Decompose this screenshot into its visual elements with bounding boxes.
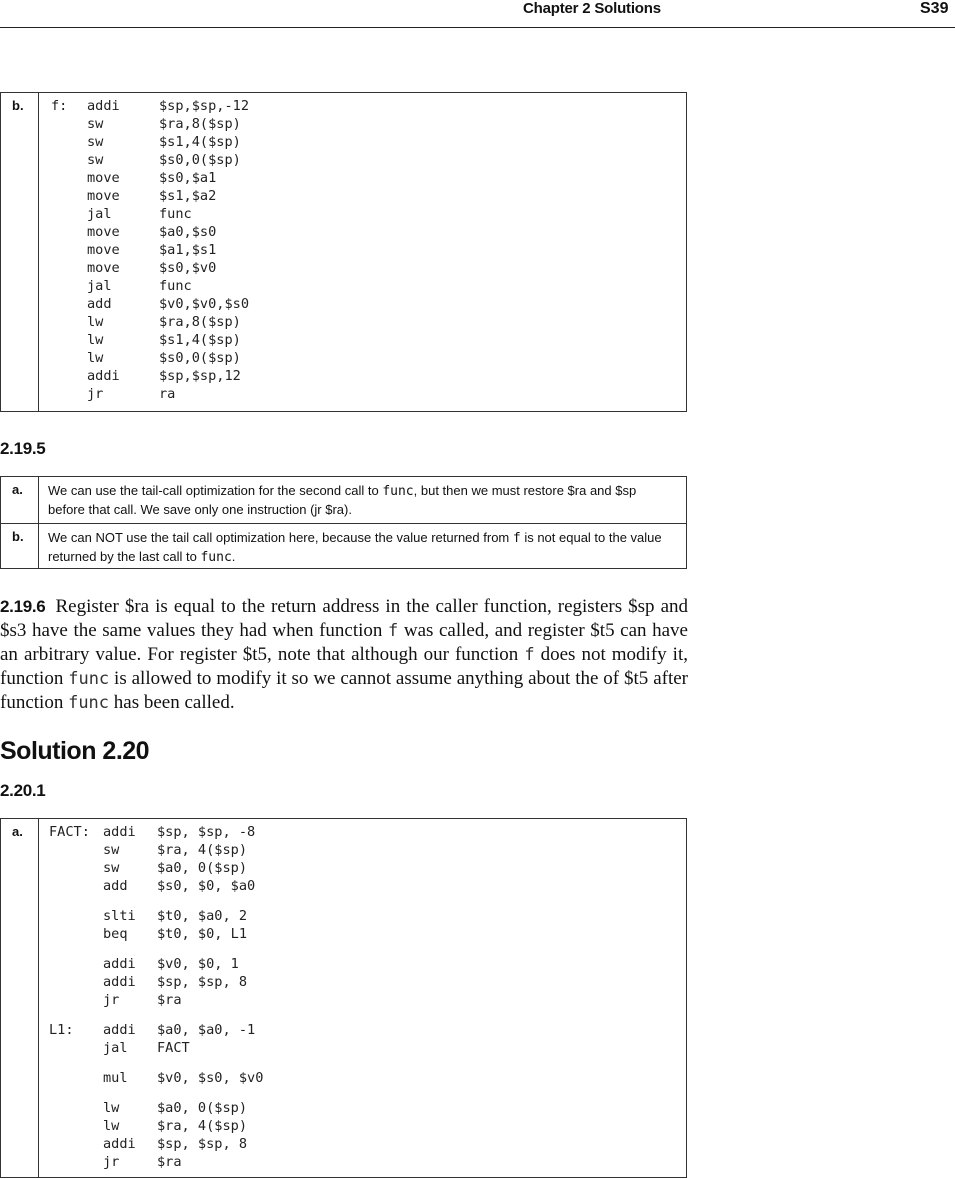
code-listing-b — [39, 93, 249, 411]
code-operands: $ra,8($sp) — [159, 314, 241, 330]
code-opcode: move — [87, 170, 120, 186]
code-spacer — [49, 895, 263, 907]
code-label — [49, 1117, 103, 1135]
paragraph-text: has been called. — [109, 692, 235, 713]
code-box-a-row — [1, 819, 686, 1177]
code-box-b — [0, 92, 687, 412]
code-label — [51, 277, 87, 295]
code-operands: $a0, $a0, -1 — [157, 1022, 256, 1038]
code-label — [51, 169, 87, 187]
code-operands: $t0, $a0, 2 — [157, 908, 248, 924]
code-opcode: lw — [103, 1118, 120, 1134]
paragraph-text: Register $ra is equal to the return address in the caller function, registers $sp and $s3 have the same values they had when function — [0, 596, 689, 641]
code-label — [49, 925, 103, 943]
code-opcode: beq — [103, 926, 128, 942]
code-label — [51, 133, 87, 151]
code-line — [49, 1135, 263, 1153]
code-operands: $v0, $0, 1 — [157, 956, 239, 972]
code-opcode: addi — [103, 956, 136, 972]
code-label: L1: — [49, 1022, 74, 1038]
code-line — [49, 877, 263, 895]
code-label — [49, 955, 103, 973]
code-label: FACT: — [49, 824, 90, 840]
code-operands: $s0,0($sp) — [159, 152, 241, 168]
code-label — [51, 349, 87, 367]
code-line — [49, 991, 263, 1009]
code-opcode: addi — [103, 1136, 136, 1152]
row-label: b. — [1, 524, 39, 569]
code-opcode: add — [87, 296, 112, 312]
code-opcode: move — [87, 188, 120, 204]
code-line — [51, 241, 249, 259]
code-operands: $ra, 4($sp) — [157, 842, 248, 858]
inline-code: func — [68, 669, 110, 689]
code-label — [49, 841, 103, 859]
code-opcode: sw — [87, 116, 104, 132]
section-heading-2-19-5: 2.19.5 — [0, 439, 46, 458]
code-line — [49, 973, 263, 991]
code-opcode: addi — [87, 368, 120, 384]
code-operands: $s1,$a2 — [159, 188, 217, 204]
paragraph-number: 2.19.6 — [0, 597, 46, 616]
code-label — [51, 187, 87, 205]
code-label — [51, 313, 87, 331]
code-label — [51, 115, 87, 133]
code-label: f: — [51, 98, 68, 114]
code-line — [51, 259, 249, 277]
code-opcode: addi — [103, 974, 136, 990]
code-line — [51, 313, 249, 331]
code-opcode: addi — [103, 1022, 136, 1038]
code-label — [49, 1153, 103, 1171]
running-header — [0, 0, 955, 28]
code-spacer — [49, 1009, 263, 1021]
code-line — [49, 1117, 263, 1135]
code-opcode: move — [87, 260, 120, 276]
answer-text: We can use the tail-call optimization for the second call to — [48, 483, 383, 498]
code-opcode: lw — [87, 350, 104, 366]
code-label — [51, 205, 87, 223]
code-operands: $ra, 4($sp) — [157, 1118, 248, 1134]
code-line — [49, 925, 263, 943]
code-operands: $sp,$sp,-12 — [159, 98, 250, 114]
code-line — [51, 151, 249, 169]
code-operands: FACT — [157, 1040, 190, 1056]
answer-table-2-19-5 — [0, 476, 687, 569]
code-opcode: sw — [87, 134, 104, 150]
code-opcode: add — [103, 878, 128, 894]
code-label — [49, 907, 103, 925]
code-line — [49, 1069, 263, 1087]
code-line — [51, 115, 249, 133]
code-opcode: move — [87, 224, 120, 240]
code-operands: $a0,$s0 — [159, 224, 217, 240]
code-opcode: slti — [103, 908, 136, 924]
code-operands: $a0, 0($sp) — [157, 1100, 248, 1116]
code-label — [51, 241, 87, 259]
code-opcode: lw — [87, 314, 104, 330]
answer-text: , but then we must restore $ra and $sp before that call. We save only one instruction (jr $ra). — [48, 483, 637, 517]
code-line — [51, 187, 249, 205]
code-opcode: lw — [103, 1100, 120, 1116]
answer-text: We can NOT use the tail call optimization here, because the value returned from — [48, 530, 513, 545]
answer-text-b — [39, 524, 686, 569]
paragraph-text: does not modify it, function — [0, 644, 688, 689]
code-operands: $a1,$s1 — [159, 242, 217, 258]
code-line — [51, 367, 249, 385]
code-opcode: sw — [103, 842, 120, 858]
code-opcode: lw — [87, 332, 104, 348]
code-operands: $ra — [157, 992, 182, 1008]
code-operands: $a0, 0($sp) — [157, 860, 248, 876]
code-opcode: jr — [87, 386, 104, 402]
code-operands: $s0,0($sp) — [159, 350, 241, 366]
answer-row-b — [1, 523, 686, 569]
answer-row-a — [1, 477, 686, 523]
code-line — [51, 331, 249, 349]
code-box-a — [0, 818, 687, 1178]
code-opcode: addi — [87, 98, 120, 114]
code-operands: $v0,$v0,$s0 — [159, 296, 250, 312]
code-opcode: sw — [87, 152, 104, 168]
code-spacer — [49, 943, 263, 955]
code-operands: $s0,$a1 — [159, 170, 217, 186]
code-opcode: move — [87, 242, 120, 258]
code-operands: $s0, $0, $a0 — [157, 878, 256, 894]
chapter-title: Chapter 2 Solutions — [523, 0, 661, 17]
code-opcode: jal — [103, 1040, 128, 1056]
code-line — [49, 859, 263, 877]
code-label — [49, 991, 103, 1009]
code-line — [51, 205, 249, 223]
code-operands: $t0, $0, L1 — [157, 926, 248, 942]
code-line — [49, 1039, 263, 1057]
code-operands: $sp, $sp, -8 — [157, 824, 256, 840]
code-label — [51, 151, 87, 169]
row-label: b. — [1, 93, 39, 411]
code-label — [49, 973, 103, 991]
code-operands: $sp, $sp, 8 — [157, 1136, 248, 1152]
code-line — [51, 97, 249, 115]
paragraph-text: was called, and register $t5 can have an arbitrary value. For register $t5, note that although our function — [0, 620, 688, 665]
code-label — [49, 1039, 103, 1057]
code-opcode: jr — [103, 1154, 120, 1170]
code-label — [49, 1099, 103, 1117]
code-operands: $s0,$v0 — [159, 260, 217, 276]
code-operands: func — [159, 206, 192, 222]
code-line — [51, 295, 249, 313]
code-operands: $v0, $s0, $v0 — [157, 1070, 264, 1086]
code-label — [49, 859, 103, 877]
code-label — [51, 367, 87, 385]
code-line — [51, 223, 249, 241]
code-label — [51, 295, 87, 313]
inline-code: func — [68, 693, 110, 713]
answer-text: . — [231, 549, 236, 564]
code-label — [49, 877, 103, 895]
code-opcode: jal — [87, 206, 112, 222]
code-label — [51, 331, 87, 349]
code-line — [51, 169, 249, 187]
paragraph-2-19-6 — [0, 595, 688, 715]
code-opcode: jal — [87, 278, 112, 294]
page-number: S39 — [920, 0, 949, 17]
code-operands: $s1,4($sp) — [159, 332, 241, 348]
answer-text: is not equal to the value returned by the last call to — [48, 530, 662, 564]
inline-code: f — [512, 531, 521, 546]
code-line — [51, 133, 249, 151]
code-operands: $sp,$sp,12 — [159, 368, 241, 384]
code-opcode: sw — [103, 860, 120, 876]
row-label: a. — [1, 819, 39, 1177]
inline-code: func — [382, 484, 414, 499]
code-line — [49, 1021, 263, 1039]
code-label — [49, 1069, 103, 1087]
code-operands: ra — [159, 386, 176, 402]
code-line — [49, 1099, 263, 1117]
answer-text-a — [39, 477, 686, 523]
code-spacer — [49, 1087, 263, 1099]
code-label — [49, 1135, 103, 1153]
code-line — [51, 277, 249, 295]
code-operands: $sp, $sp, 8 — [157, 974, 248, 990]
code-opcode: addi — [103, 824, 136, 840]
code-line — [51, 349, 249, 367]
code-line — [49, 1153, 263, 1171]
code-operands: $s1,4($sp) — [159, 134, 241, 150]
code-line — [51, 385, 249, 403]
inline-code: f — [388, 621, 399, 641]
inline-code: func — [200, 550, 232, 565]
section-heading-2-20-1: 2.20.1 — [0, 781, 46, 800]
code-label — [51, 385, 87, 403]
code-listing-a — [39, 819, 263, 1177]
code-label — [51, 259, 87, 277]
code-spacer — [49, 1057, 263, 1069]
code-operands: func — [159, 278, 192, 294]
solution-heading: Solution 2.20 — [0, 737, 150, 765]
code-box-b-row — [1, 93, 686, 411]
code-line — [49, 841, 263, 859]
paragraph-text: is allowed to modify it so we cannot assume anything about the of $t5 after function — [0, 668, 688, 713]
row-label: a. — [1, 477, 39, 523]
code-opcode: jr — [103, 992, 120, 1008]
code-line — [49, 955, 263, 973]
code-opcode: mul — [103, 1070, 128, 1086]
code-operands: $ra,8($sp) — [159, 116, 241, 132]
code-line — [49, 907, 263, 925]
inline-code: f — [524, 645, 535, 665]
code-label — [51, 223, 87, 241]
code-operands: $ra — [157, 1154, 182, 1170]
code-line — [49, 823, 263, 841]
